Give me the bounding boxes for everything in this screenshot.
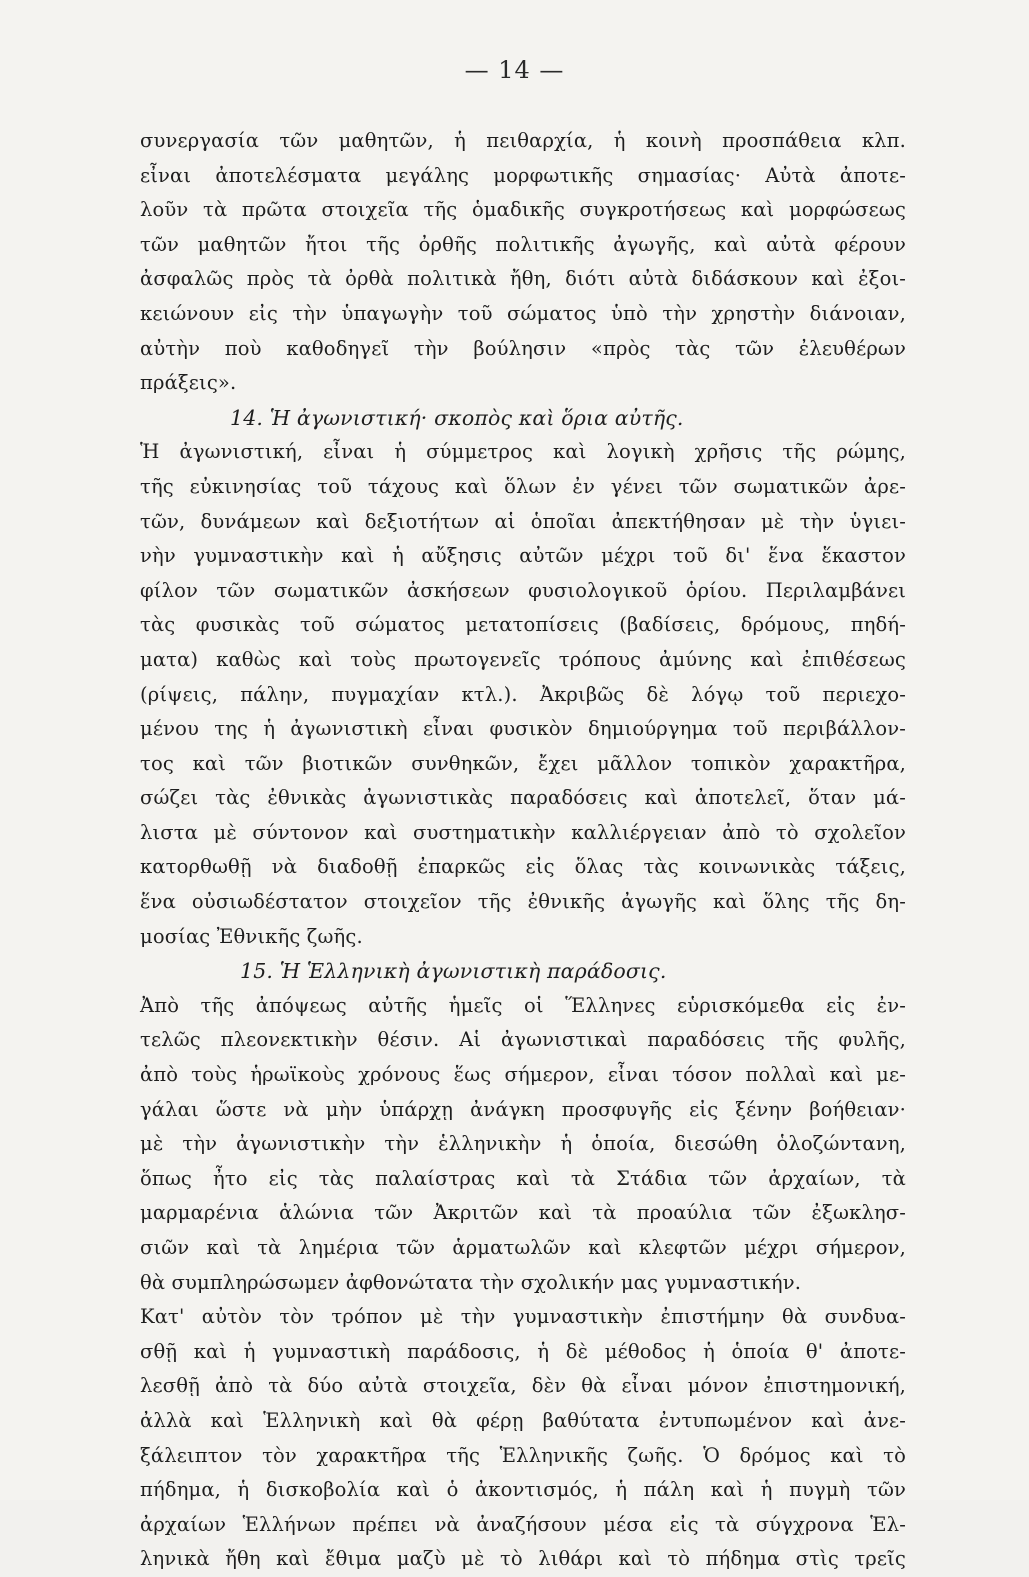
text-line: τῆς εὐκινησίας τοῦ τάχους καὶ ὅλων ἐν γένει τῶν σωματικῶν ἀρε- [140, 474, 906, 498]
text-line: ματα) καθὼς καὶ τοὺς πρωτογενεῖς τρόπους ἀμύνης καὶ ἐπιθέσεως [140, 647, 906, 671]
text-line: πράξεις». [140, 371, 237, 395]
text-line: τῶν, δυνάμεων καὶ δεξιοτήτων αἱ ὁποῖαι ἀπεκτήθησαν μὲ τὴν ὑγιει- [140, 509, 906, 533]
text-line: τελῶς πλεονεκτικὴν θέσιν. Αἱ ἀγωνιστικαὶ παραδόσεις τῆς φυλῆς, [140, 1028, 906, 1052]
text-line: λοῦν τὰ πρῶτα στοιχεῖα τῆς ὁμαδικῆς συγκροτήσεως καὶ μορφώσεως [140, 198, 906, 222]
text-line: μένου της ἡ ἀγωνιστικὴ εἶναι φυσικὸν δημιούργημα τοῦ περιβάλλον- [140, 717, 906, 741]
text-line: λεσθῇ ἀπὸ τὰ δύο αὐτὰ στοιχεῖα, δὲν θὰ εἶναι μόνον ἐπιστημονική, [140, 1374, 906, 1398]
text-line: εἶναι ἀποτελέσματα μεγάλης μορφωτικῆς σημασίας· Αὐτὰ ἀποτε- [140, 163, 906, 187]
paragraph-section-15 [140, 989, 906, 1300]
text-line: ἀσφαλῶς πρὸς τὰ ὀρθὰ πολιτικὰ ἤθη, διότι αὐτὰ διδάσκουν καὶ ἐξοι- [140, 267, 906, 291]
text-line: νὴν γυμναστικὴν καὶ ἡ αὔξησις αὐτῶν μέχρι τοῦ δι' ἕνα ἕκαστον [140, 544, 906, 568]
paragraph-section-15-continued [140, 1300, 906, 1577]
text-line: Κατ' αὐτὸν τὸν τρόπον μὲ τὴν γυμναστικὴν ἐπιστήμην θὰ συνδυα- [140, 1305, 906, 1329]
text-line: αὐτὴν ποὺ καθοδηγεῖ τὴν βούλησιν «πρὸς τὰς τῶν ἐλευθέρων [140, 336, 906, 360]
text-line: σιῶν καὶ τὰ λημέρια τῶν ἁρματωλῶν καὶ κλεφτῶν μέχρι σήμερον, [140, 1236, 906, 1259]
text-line: τὰς φυσικὰς τοῦ σώματος μετατοπίσεις (βαδίσεις, δρόμους, πηδή- [140, 613, 906, 637]
text-line: γάλαι ὥστε νὰ μὴν ὑπάρχῃ ἀνάγκη προσφυγῆς εἰς ξένην βοήθειαν· [140, 1097, 906, 1121]
text-line: ἀρχαίων Ἑλλήνων πρέπει νὰ ἀναζήσουν μέσα εἰς τὰ σύγχρονα Ἑλ- [140, 1512, 906, 1536]
text-line: ληνικὰ ἤθη καὶ ἔθιμα μαζὺ μὲ τὸ λιθάρι καὶ τὸ πήδημα στὶς τρεῖς [140, 1547, 906, 1571]
text-line: ἀπὸ τοὺς ἡρωϊκοὺς χρόνους ἕως σήμερον, εἶναι τόσον πολλαὶ καὶ με- [140, 1063, 906, 1087]
text-line: ἀλλὰ καὶ Ἑλληνικὴ καὶ θὰ φέρῃ βαθύτατα ἐντυπωμένον καὶ ἀνε- [140, 1408, 906, 1432]
text-line: ὅπως ἦτο εἰς τὰς παλαίστρας καὶ τὰ Στάδια τῶν ἀρχαίων, τὰ [140, 1166, 906, 1190]
text-line: συνεργασία τῶν μαθητῶν, ἡ πειθαρχία, ἡ κοινὴ προσπάθεια κλπ. [140, 129, 906, 152]
text-line: ξάλειπτον τὸν χαρακτῆρα τῆς Ἑλληνικῆς ζωῆς. Ὁ δρόμος καὶ τὸ [140, 1443, 906, 1467]
text-line: φίλον τῶν σωματικῶν ἀσκήσεων φυσιολογικοῦ ὁρίου. Περιλαμβάνει [140, 578, 906, 602]
text-line: μοσίας Ἐθνικῆς ζωῆς. [140, 924, 363, 948]
text-line: τῶν μαθητῶν ἤτοι τῆς ὀρθῆς πολιτικῆς ἀγωγῆς, καὶ αὐτὰ φέρουν [140, 232, 906, 256]
section-heading-14: 14. Ἡ ἀγωνιστική· σκοπὸς καὶ ὅρια αὐτῆς. [230, 405, 684, 430]
page-body [140, 124, 906, 1577]
text-line: σώζει τὰς ἐθνικὰς ἀγωνιστικὰς παραδόσεις καὶ ἀποτελεῖ, ὅταν μά- [140, 786, 906, 810]
text-line: μαρμαρένια ἁλώνια τῶν Ἀκριτῶν καὶ τὰ προαύλια τῶν ἐξωκλησ- [140, 1201, 906, 1225]
text-line: κατορθωθῇ νὰ διαδοθῇ ἐπαρκῶς εἰς ὅλας τὰς κοινωνικὰς τάξεις, [140, 855, 906, 879]
text-line: σθῇ καὶ ἡ γυμναστικὴ παράδοσις, ἡ δὲ μέθοδος ἡ ὁποία θ' ἀποτε- [140, 1339, 906, 1363]
paragraph-section-14 [140, 435, 906, 954]
text-line: Ἡ ἀγωνιστική, εἶναι ἡ σύμμετρος καὶ λογικὴ χρῆσις τῆς ρώμης, [140, 440, 906, 464]
text-line: τος καὶ τῶν βιοτικῶν συνθηκῶν, ἔχει μᾶλλον τοπικὸν χαρακτῆρα, [140, 751, 906, 775]
text-line: ἕνα οὐσιωδέστατον στοιχεῖον τῆς ἐθνικῆς ἀγωγῆς καὶ ὅλης τῆς δη- [140, 890, 906, 914]
text-line: (ρίψεις, πάλην, πυγμαχίαν κτλ.). Ἀκριβῶς δὲ λόγῳ τοῦ περιεχο- [140, 682, 906, 706]
page-number: — 14 — [464, 56, 565, 84]
section-heading-15: 15. Ἡ Ἑλληνικὴ ἀγωνιστικὴ παράδοσις. [240, 959, 667, 984]
text-line: λιστα μὲ σύντονον καὶ συστηματικὴν καλλιέργειαν ἀπὸ τὸ σχολεῖον [140, 820, 906, 844]
text-line: κειώνουν εἰς τὴν ὑπαγωγὴν τοῦ σώματος ὑπὸ τὴν χρηστὴν διάνοιαν, [140, 301, 906, 325]
text-line: μὲ τὴν ἀγωνιστικὴν τὴν ἑλληνικὴν ἡ ὁποία, διεσώθη ὁλοζώντανη, [140, 1132, 906, 1156]
text-line: θὰ συμπληρώσωμεν ἀφθονώτατα τὴν σχολικήν μας γυμναστικήν. [140, 1270, 802, 1294]
text-line: Ἀπὸ τῆς ἀπόψεως αὐτῆς ἡμεῖς οἱ Ἕλληνες εὑρισκόμεθα εἰς ἐν- [140, 993, 906, 1017]
paragraph-continuation [140, 124, 906, 401]
text-line: πήδημα, ἡ δισκοβολία καὶ ὁ ἀκοντισμός, ἡ πάλη καὶ ἡ πυγμὴ τῶν [140, 1478, 906, 1502]
